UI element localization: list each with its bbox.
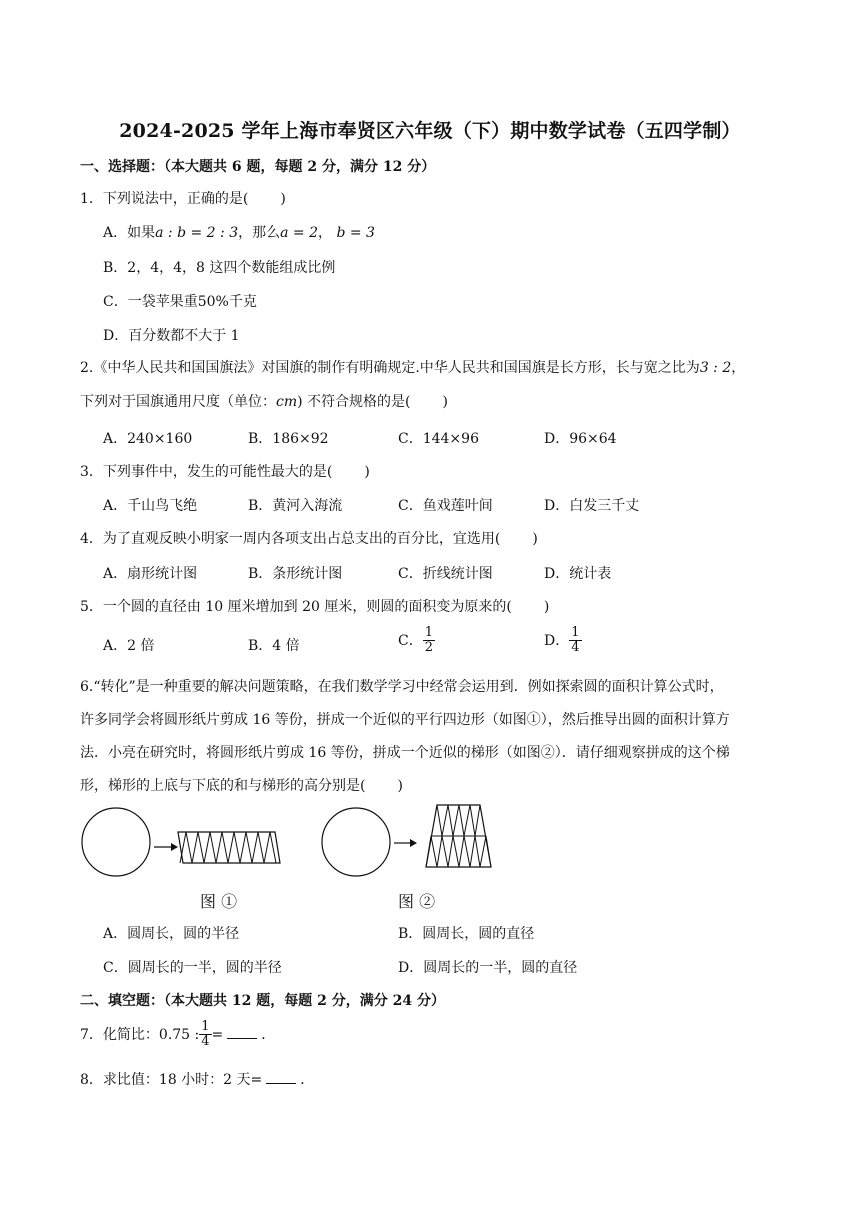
question-6-line3: 法．小亮在研究时，将圆形纸片剪成 16 等份，拼成一个近似的梯形（如图②）．请仔细观察拼成的这个梯 <box>80 745 730 761</box>
q3-stem-close: ) <box>364 464 370 480</box>
q2-line2-close: ) <box>442 394 448 410</box>
question-3-stem <box>80 461 370 481</box>
q2-unit: cm <box>276 394 298 410</box>
fig1-arrow-head <box>171 843 178 851</box>
q2-ratio: 3 : 2 <box>699 360 732 376</box>
q3-option-b: B．黄河入海流 <box>248 498 343 514</box>
question-6-line2: 许多同学会将圆形纸片剪成 16 等份，拼成一个近似的平行四边形（如图①），然后推导出圆的面积计算方 <box>80 712 730 728</box>
q5-c-denominator: 2 <box>424 640 433 656</box>
question-5-stem <box>80 596 549 616</box>
figure-1 <box>82 808 280 876</box>
q1-stem-text: 1．下列说法中，正确的是( <box>80 191 249 207</box>
q7-fraction <box>199 1020 211 1050</box>
q7-prefix: 7．化简比： <box>80 1026 159 1043</box>
fig1-sectors <box>180 832 276 863</box>
q5-c-label: C． <box>398 632 423 649</box>
q6-line4-text: 形，梯形的上底与下底的和与梯形的高分别是( <box>80 778 366 794</box>
figure-2 <box>322 805 491 876</box>
question-7 <box>80 1020 275 1050</box>
q6-option-a: A．圆周长，圆的半径 <box>103 926 240 942</box>
figure-1-label: 图 ① <box>200 892 238 911</box>
q1-option-c <box>103 291 257 311</box>
q7-numerator: 1 <box>201 1019 210 1034</box>
q5-option-a: A．2 倍 <box>103 638 155 654</box>
q3-option-a: A．千山鸟飞绝 <box>103 498 198 514</box>
q6-option-b: B．圆周长，圆的直径 <box>398 926 535 942</box>
question-2-line2 <box>80 391 448 411</box>
q2-line2-prefix: 下列对于国旗通用尺度（单位： <box>80 394 276 410</box>
q5-d-fraction <box>569 626 581 656</box>
q5-d-denominator: 4 <box>571 640 580 656</box>
q5-d-label: D． <box>544 632 570 649</box>
q1-c-prefix: C．一袋苹果重 <box>103 294 198 310</box>
q5-option-b: B．4 倍 <box>248 638 300 654</box>
q5-stem-close: ) <box>543 599 550 615</box>
q4-stem-text: 4．为了直观反映小明家一周内各项支出占总支出的百分比，宜选用( <box>80 531 501 547</box>
section-choice-heading: 一、选择题：（本大题共 6 题，每题 2 分，满分 12 分） <box>80 159 436 175</box>
q8-end: ． <box>300 1072 315 1088</box>
question-6-line4 <box>80 775 403 795</box>
q1-a-ratio: a : b = 2 : 3 <box>155 225 239 241</box>
q1-a-sep: ， <box>318 225 333 241</box>
q5-c-numerator: 1 <box>424 625 433 640</box>
question-8 <box>80 1069 314 1089</box>
q4-option-b: B．条形统计图 <box>248 566 343 582</box>
q1-c-percent: 50% <box>197 294 229 310</box>
q6-line4-close: ) <box>397 778 403 794</box>
q8-equals: = <box>250 1072 263 1088</box>
q3-stem-text: 3．下列事件中，发生的可能性最大的是( <box>80 464 333 480</box>
q4-option-d: D．统计表 <box>544 566 612 582</box>
q2-option-b: B．186×92 <box>248 431 329 447</box>
q1-option-d: D．百分数都不大于 1 <box>103 328 240 344</box>
exam-title: 2024-2025 学年上海市奉贤区六年级（下）期中数学试卷（五四学制） <box>119 120 741 142</box>
q1-c-suffix: 千克 <box>228 294 257 310</box>
fig2-arrow-head <box>410 839 417 847</box>
fig1-circle <box>82 808 150 876</box>
q3-option-d: D．白发三千丈 <box>544 498 640 514</box>
question-2-line1 <box>80 357 745 377</box>
q4-option-c: C．折线统计图 <box>398 566 493 582</box>
q1-a-prefix: A．如果 <box>103 225 156 241</box>
q8-prefix: 8．求比值：18 小时：2 天 <box>80 1072 251 1088</box>
question-4-stem <box>80 528 538 548</box>
q7-denominator: 4 <box>201 1034 210 1050</box>
q7-equals: = <box>211 1026 224 1043</box>
q1-option-a <box>103 222 375 242</box>
question-6-line1: 6.“转化”是一种重要的解决问题策略，在我们数学学习中经常会运用到．例如探索圆的面积计算公式时， <box>80 679 724 695</box>
question-1-stem <box>80 188 286 208</box>
q1-a-value2: b = 3 <box>336 225 375 241</box>
section-fill-heading: 二、填空题：（本大题共 12 题，每题 2 分，满分 24 分） <box>80 993 445 1009</box>
q4-option-a: A．扇形统计图 <box>103 566 198 582</box>
q4-stem-close: ) <box>532 531 538 547</box>
q2-line1-text: 2.《中华人民共和国国旗法》对国旗的制作有明确规定.中华人民共和国国旗是长方形，长与宽之比为 <box>80 360 700 376</box>
figure-2-label: 图 ② <box>398 892 436 911</box>
q5-option-c <box>398 626 435 656</box>
q2-line2-suffix: ) 不符合规格的是( <box>297 394 411 410</box>
q7-end: ． <box>261 1026 276 1043</box>
fig2-top-sectors <box>437 805 480 836</box>
q5-d-numerator: 1 <box>571 625 580 640</box>
q5-c-fraction <box>423 626 435 656</box>
q6-option-d: D．圆周长的一半，圆的直径 <box>398 960 578 976</box>
q5-option-d <box>544 626 582 656</box>
q7-ratio-left: 0.75 : <box>158 1026 200 1043</box>
q6-figures <box>70 800 630 880</box>
q2-option-c: C．144×96 <box>398 431 479 447</box>
q1-a-mid: ，那么 <box>238 225 281 241</box>
q7-answer-blank[interactable] <box>227 1026 257 1039</box>
q2-option-a: A．240×160 <box>103 431 193 447</box>
q3-option-c: C．鱼戏莲叶间 <box>398 498 493 514</box>
q5-stem-text: 5．一个圆的直径由 10 厘米增加到 20 厘米，则圆的面积变为原来的( <box>80 599 512 615</box>
q2-option-d: D．96×64 <box>544 431 617 447</box>
q6-option-c: C．圆周长的一半，圆的半径 <box>103 960 282 976</box>
q8-answer-blank[interactable] <box>266 1071 296 1084</box>
fig2-bottom-sectors <box>426 836 491 867</box>
q1-stem-close: ) <box>280 191 286 207</box>
fig2-circle <box>322 808 390 876</box>
q2-line1-end: ， <box>731 360 746 376</box>
q1-option-b: B．2，4，4，8 这四个数能组成比例 <box>103 260 336 276</box>
q1-a-value1: a = 2 <box>280 225 319 241</box>
